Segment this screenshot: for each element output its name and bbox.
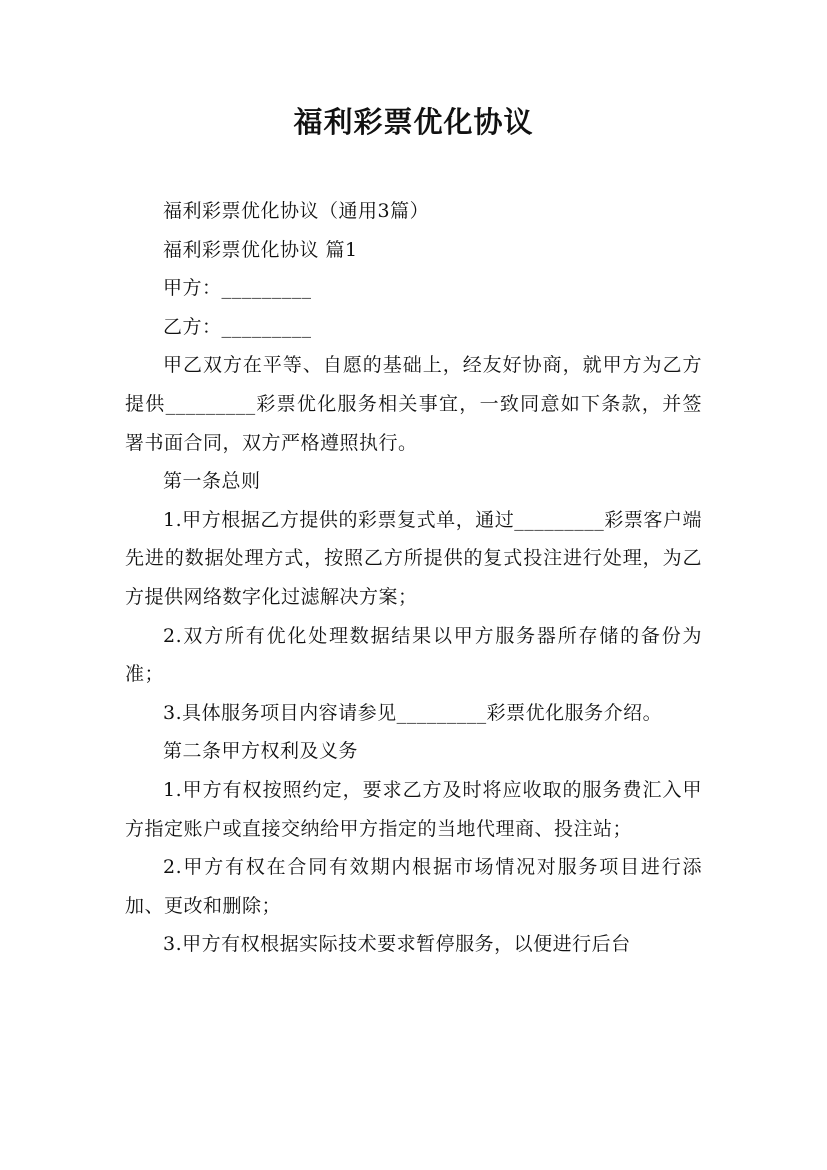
paragraph: 2.双方所有优化处理数据结果以甲方服务器所存储的备份为准； [125,624,702,686]
paragraph: 甲乙双方在平等、自愿的基础上，经友好协商，就甲方为乙方提供_________彩票优化服务相关事宜，一致同意如下条款，并签署书面合同，双方严格遵照执行。 [125,354,702,454]
paragraph: 福利彩票优化协议 篇1 [163,238,358,261]
paragraph: 福利彩票优化协议（通用3篇） [163,200,430,222]
section-heading: 第二条甲方权利及义务 [163,740,359,763]
paragraph: 3.具体服务项目内容请参见_________彩票优化服务介绍。 [163,701,663,724]
document-body [125,192,702,964]
paragraph: 1.甲方根据乙方提供的彩票复式单，通过_________彩票客户端先进的数据处理方式，按照乙方所提供的复式投注进行处理，为乙方提供网络数字化过滤解决方案； [125,508,702,608]
paragraph: 2.甲方有权在合同有效期内根据市场情况对服务项目进行添加、更改和删除； [125,856,702,917]
paragraph: 1.甲方有权按照约定，要求乙方及时将应收取的服务费汇入甲方指定账户或直接交纳给甲方指定的当地代理商、投注站； [125,778,702,840]
document-title: 福利彩票优化协议 [293,105,534,139]
paragraph: 乙方：_________ [163,315,312,338]
paragraph: 甲方：_________ [163,277,312,300]
paragraph: 3.甲方有权根据实际技术要求暂停服务，以便进行后台 [163,933,631,956]
section-heading: 第一条总则 [163,470,261,493]
